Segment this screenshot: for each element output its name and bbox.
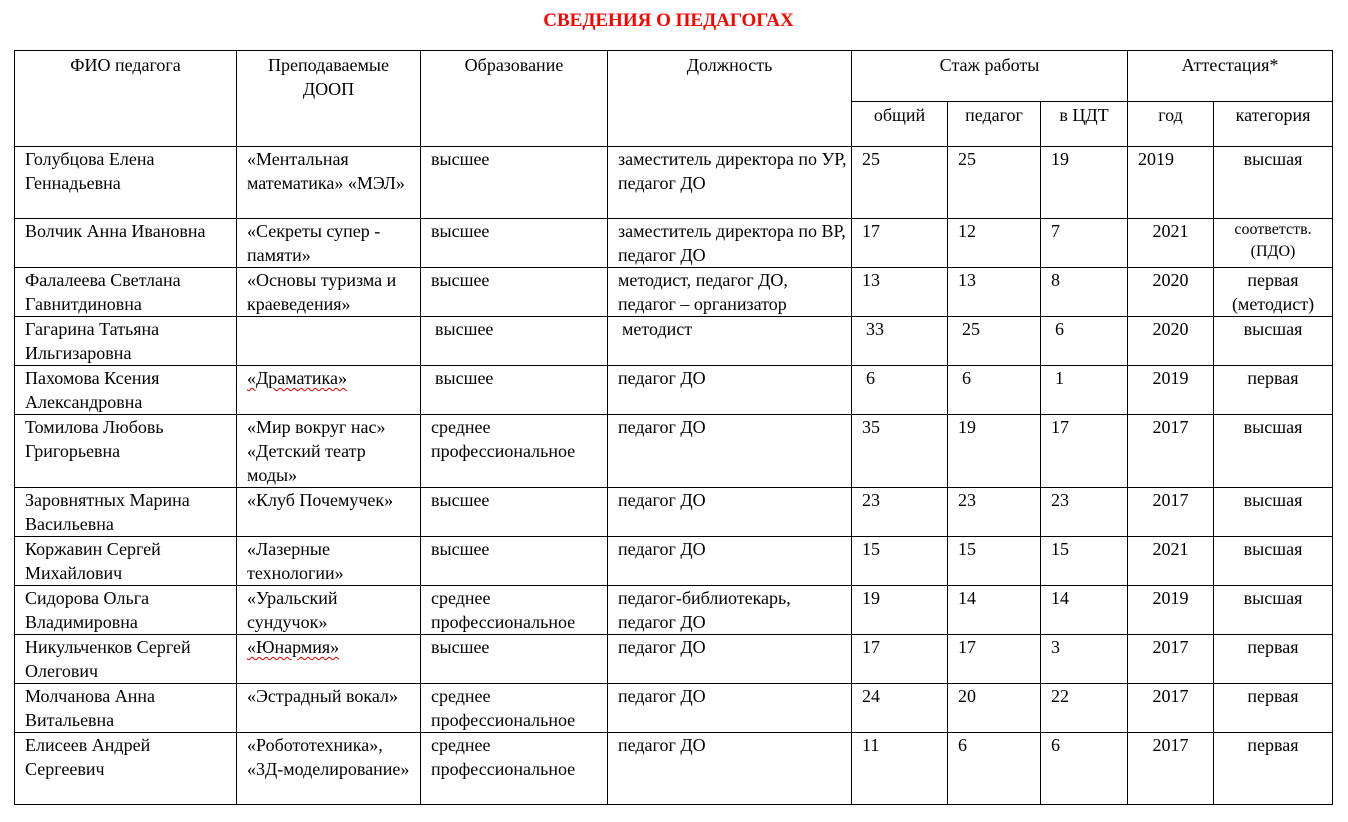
cell-total: 6 [852, 366, 948, 415]
cell-education: высшее [421, 147, 608, 219]
cell-year: 2019 [1128, 147, 1214, 219]
cell-cdt: 14 [1041, 586, 1128, 635]
cell-year: 2017 [1128, 684, 1214, 733]
cell-cdt: 7 [1041, 219, 1128, 268]
table-row [15, 733, 1333, 805]
header-exp-cdt: в ЦДТ [1041, 102, 1128, 147]
cell-doop [237, 317, 421, 366]
header-attestation: Аттестация* [1128, 51, 1333, 102]
cell-doop [237, 366, 421, 415]
table-row [15, 147, 1333, 219]
cell-total: 11 [852, 733, 948, 805]
cell-total: 17 [852, 219, 948, 268]
table-row [15, 635, 1333, 684]
cell-total: 13 [852, 268, 948, 317]
cell-fio: Никульченков Сергей Олегович [15, 635, 237, 684]
cell-cdt: 6 [1041, 317, 1128, 366]
cell-category: соответств. (ПДО) [1214, 219, 1333, 268]
doop-text: «Драматика» [247, 368, 348, 388]
cell-category: первая [1214, 684, 1333, 733]
header-experience: Стаж работы [852, 51, 1128, 102]
cell-category: первая [1214, 366, 1333, 415]
table-row [15, 586, 1333, 635]
cell-fio: Голубцова Елена Геннадьевна [15, 147, 237, 219]
cell-total: 33 [852, 317, 948, 366]
cell-fio: Коржавин Сергей Михайлович [15, 537, 237, 586]
header-education: Образование [421, 51, 608, 147]
cell-fio: Заровнятных Марина Васильевна [15, 488, 237, 537]
header-doop: Преподаваемые ДООП [237, 51, 421, 147]
cell-year: 2019 [1128, 586, 1214, 635]
cell-year: 2019 [1128, 366, 1214, 415]
cell-position: педагог ДО [608, 635, 852, 684]
cell-education: высшее [421, 219, 608, 268]
cell-position: методист, педагог ДО, педагог – организатор [608, 268, 852, 317]
cell-ped: 6 [948, 366, 1041, 415]
cell-doop: «Уральский сундучок» [237, 586, 421, 635]
cell-cdt: 1 [1041, 366, 1128, 415]
cell-ped: 13 [948, 268, 1041, 317]
cell-category: первая [1214, 635, 1333, 684]
cell-year: 2021 [1128, 219, 1214, 268]
cell-position: педагог ДО [608, 488, 852, 537]
cell-year: 2017 [1128, 733, 1214, 805]
cell-category: высшая [1214, 586, 1333, 635]
cell-ped: 6 [948, 733, 1041, 805]
cell-ped: 17 [948, 635, 1041, 684]
header-position: Должность [608, 51, 852, 147]
cell-ped: 20 [948, 684, 1041, 733]
cell-year: 2020 [1128, 317, 1214, 366]
cell-year: 2017 [1128, 488, 1214, 537]
cell-ped: 25 [948, 317, 1041, 366]
cell-fio: Томилова Любовь Григорьевна [15, 415, 237, 488]
cell-cdt: 17 [1041, 415, 1128, 488]
cell-education: среднее профессиональное [421, 733, 608, 805]
cell-position: педагог ДО [608, 684, 852, 733]
cell-education: среднее профессиональное [421, 586, 608, 635]
cell-education: высшее [421, 366, 608, 415]
cell-category: первая (методист) [1214, 268, 1333, 317]
cell-ped: 19 [948, 415, 1041, 488]
cell-doop: «Основы туризма и краеведения» [237, 268, 421, 317]
cell-position: методист [608, 317, 852, 366]
cell-position: педагог ДО [608, 415, 852, 488]
header-fio: ФИО педагога [15, 51, 237, 147]
cell-category: высшая [1214, 537, 1333, 586]
cell-category: высшая [1214, 415, 1333, 488]
cell-doop: «Робототехника», «3Д-моделирование» [237, 733, 421, 805]
cell-fio: Волчик Анна Ивановна [15, 219, 237, 268]
cell-fio: Пахомова Ксения Александровна [15, 366, 237, 415]
table-row [15, 366, 1333, 415]
cell-doop: «Ментальная математика» «МЭЛ» [237, 147, 421, 219]
cell-position: педагог ДО [608, 733, 852, 805]
cell-fio: Молчанова Анна Витальевна [15, 684, 237, 733]
cell-position: педагог-библиотекарь, педагог ДО [608, 586, 852, 635]
page-title: СВЕДЕНИЯ О ПЕДАГОГАХ [543, 10, 794, 31]
cell-doop: «Мир вокруг нас» «Детский театр моды» [237, 415, 421, 488]
cell-fio: Фалалеева Светлана Гавнитдиновна [15, 268, 237, 317]
cell-total: 23 [852, 488, 948, 537]
cell-education: высшее [421, 317, 608, 366]
cell-cdt: 15 [1041, 537, 1128, 586]
cell-year: 2020 [1128, 268, 1214, 317]
cell-education: высшее [421, 635, 608, 684]
cell-total: 35 [852, 415, 948, 488]
cell-fio: Сидорова Ольга Владимировна [15, 586, 237, 635]
cell-ped: 23 [948, 488, 1041, 537]
cell-education: среднее профессиональное [421, 684, 608, 733]
doop-text: «Юнармия» [247, 637, 340, 657]
table-row [15, 219, 1333, 268]
table-row [15, 537, 1333, 586]
teachers-table [14, 50, 1333, 805]
table-row [15, 488, 1333, 537]
cell-category: высшая [1214, 317, 1333, 366]
cell-ped: 14 [948, 586, 1041, 635]
table-row [15, 317, 1333, 366]
cell-total: 15 [852, 537, 948, 586]
cell-cdt: 22 [1041, 684, 1128, 733]
cell-cdt: 19 [1041, 147, 1128, 219]
cell-doop [237, 635, 421, 684]
cell-doop: «Секреты супер - памяти» [237, 219, 421, 268]
cell-position: заместитель директора по ВР, педагог ДО [608, 219, 852, 268]
cell-category: высшая [1214, 147, 1333, 219]
cell-cdt: 3 [1041, 635, 1128, 684]
cell-cdt: 8 [1041, 268, 1128, 317]
table-row [15, 268, 1333, 317]
cell-doop: «Эстрадный вокал» [237, 684, 421, 733]
cell-education: высшее [421, 268, 608, 317]
cell-category: высшая [1214, 488, 1333, 537]
cell-year: 2017 [1128, 635, 1214, 684]
header-att-year: год [1128, 102, 1214, 147]
cell-position: заместитель директора по УР, педагог ДО [608, 147, 852, 219]
cell-category: первая [1214, 733, 1333, 805]
cell-position: педагог ДО [608, 366, 852, 415]
cell-ped: 25 [948, 147, 1041, 219]
cell-fio: Елисеев Андрей Сергеевич [15, 733, 237, 805]
table-row [15, 415, 1333, 488]
cell-year: 2021 [1128, 537, 1214, 586]
cell-total: 24 [852, 684, 948, 733]
cell-total: 25 [852, 147, 948, 219]
header-att-category: категория [1214, 102, 1333, 147]
cell-ped: 15 [948, 537, 1041, 586]
cell-doop: «Клуб Почемучек» [237, 488, 421, 537]
cell-cdt: 6 [1041, 733, 1128, 805]
cell-ped: 12 [948, 219, 1041, 268]
cell-position: педагог ДО [608, 537, 852, 586]
header-exp-ped: педагог [948, 102, 1041, 147]
cell-education: высшее [421, 537, 608, 586]
cell-year: 2017 [1128, 415, 1214, 488]
cell-cdt: 23 [1041, 488, 1128, 537]
header-exp-total: общий [852, 102, 948, 147]
cell-education: среднее профессиональное [421, 415, 608, 488]
cell-fio: Гагарина Татьяна Ильгизаровна [15, 317, 237, 366]
cell-doop: «Лазерные технологии» [237, 537, 421, 586]
table-row [15, 684, 1333, 733]
cell-total: 17 [852, 635, 948, 684]
cell-education: высшее [421, 488, 608, 537]
cell-total: 19 [852, 586, 948, 635]
